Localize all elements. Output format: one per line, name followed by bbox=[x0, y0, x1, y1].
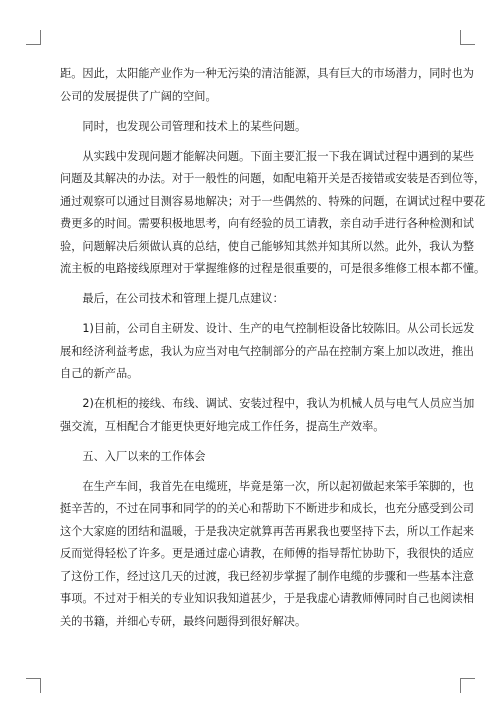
text-line: 通过观察可以通过目测容易地解决；对于一些偶然的、特殊的问题，在调试过程中要花 bbox=[60, 194, 486, 208]
document-body bbox=[60, 63, 486, 641]
text-line: 流主板的电路接线原理对于掌握维修的过程是很重要的，可是很多维修工根本都不懂。 bbox=[60, 262, 486, 275]
text-line: 验，问题解决后须做认真的总结，使自己能够知其然并知其所以然。此外，我认为整 bbox=[60, 239, 474, 253]
text-line: 最后，在公司技术和管理上提几点建议： bbox=[82, 292, 284, 305]
text-line: 关的书籍，并细心专研，最终问题得到很好解决。 bbox=[60, 614, 307, 628]
paragraph bbox=[60, 146, 486, 281]
text-line: 问题及其解决的办法。对于一般性的问题，如配电箱开关是否接错或安装是否到位等， bbox=[60, 172, 486, 185]
text-line: 反而觉得轻松了许多。更是通过虚心请教，在师傅的指导帮忙协助下，我很快的适应 bbox=[60, 547, 474, 560]
text-line: 距。因此，太阳能产业作为一种无污染的清洁能源，具有巨大的市场潜力，同时也为 bbox=[60, 67, 474, 80]
paragraph bbox=[60, 63, 474, 108]
text-line: 在生产车间，我首先在电缆班，毕竟是第一次，所以起初做起来笨手笨脚的，也 bbox=[82, 479, 474, 493]
text-line: 公司的发展提供了广阔的空间。 bbox=[60, 89, 217, 103]
text-line: 五、入厂以来的工作体会 bbox=[82, 449, 206, 463]
text-line: 费更多的时间。需要积极地思考，向有经验的员工请教，亲自动手进行各种检测和试 bbox=[60, 217, 474, 230]
paragraph bbox=[60, 116, 440, 139]
paragraph bbox=[60, 288, 440, 311]
text-line: 同时，也发现公司管理和技术上的某些问题。 bbox=[82, 119, 307, 133]
text-line: 从实践中发现问题才能解决问题。下面主要汇报一下我在调试过程中遇到的某些 bbox=[82, 149, 474, 163]
paragraph bbox=[60, 446, 440, 469]
paragraph bbox=[60, 318, 475, 386]
crop-mark-top-right bbox=[460, 30, 475, 45]
text-line: 强交流，互相配合才能更快更好地完成工作任务，提高生产效率。 bbox=[60, 419, 385, 433]
paragraph bbox=[60, 476, 474, 634]
text-line: 展和经济利益考虑，我认为应当对电气控制部分的产品在控制方案上加以改进，推出 bbox=[60, 344, 474, 358]
crop-mark-top-left bbox=[26, 30, 41, 45]
crop-mark-bottom-left bbox=[26, 678, 41, 693]
paragraph bbox=[60, 393, 475, 438]
text-line: 了这份工作，经过这几天的过渡，我已经初步掌握了制作电缆的步骤和一些基本注意 bbox=[60, 569, 474, 583]
text-line: 自己的新产品。 bbox=[60, 367, 139, 380]
crop-mark-bottom-right bbox=[460, 678, 475, 693]
text-line: 事项。不过对于相关的专业知识我知道甚少，于是我虚心请教师傅同时自己也阅读相 bbox=[60, 592, 474, 605]
text-line: 2)在机柜的接线、布线、调试、安装过程中，我认为机械人员与电气人员应当加 bbox=[82, 397, 475, 410]
text-line: 1)目前，公司自主研发、设计、生产的电气控制柜设备比较陈旧。从公司长远发 bbox=[82, 322, 475, 335]
text-line: 这个大家庭的团结和温暖，于是我决定就算再苦再累我也要坚持下去，所以工作起来 bbox=[60, 524, 474, 538]
text-line: 挺辛苦的，不过在同事和同学的的关心和帮助下不断进步和成长，也充分感受到公司 bbox=[60, 502, 474, 515]
